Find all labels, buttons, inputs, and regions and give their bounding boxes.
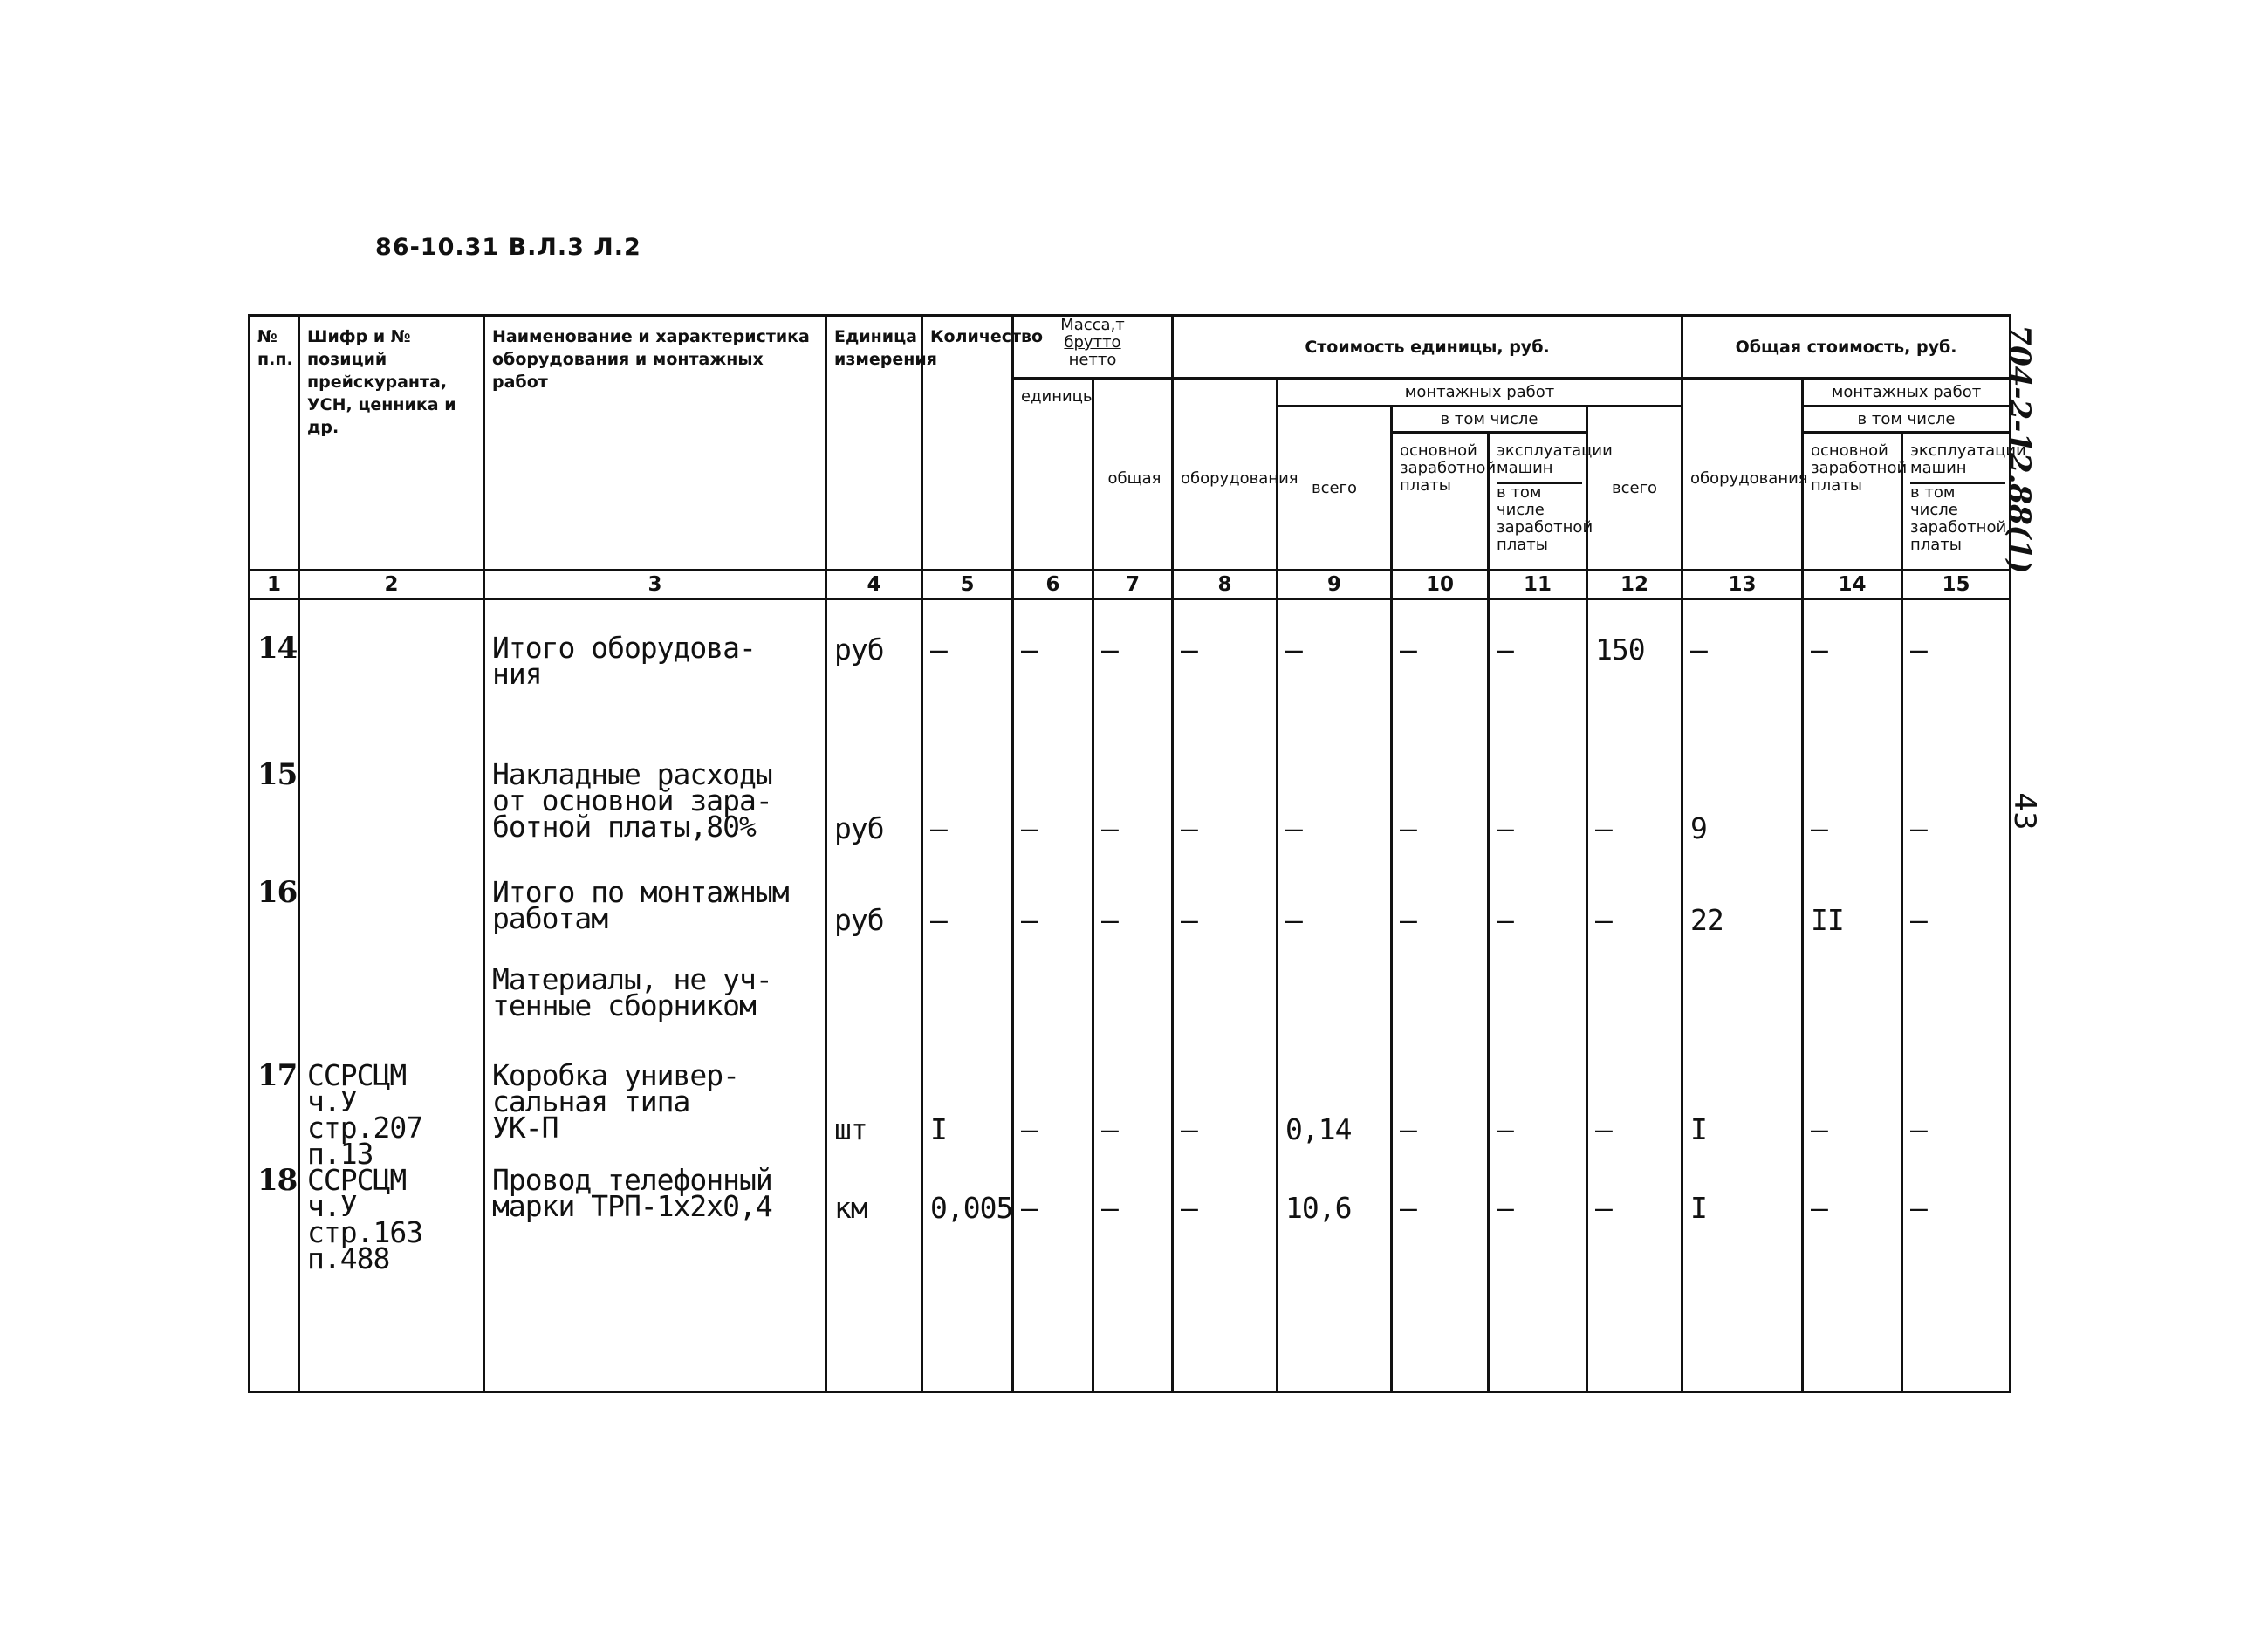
cell-text: – [1181,903,1197,937]
header-total-equipment: оборудования [1682,379,1803,571]
cell-text: – [1021,1191,1038,1225]
body-col-2 [299,599,484,1392]
cell-text: – [1285,903,1302,937]
page-number-text: 43 [2007,792,2042,831]
header-name: Наименование и характеристика оборудования и монтажных работ [484,316,826,571]
cell-text: – [1811,633,1827,667]
cell-text: – [1181,633,1197,667]
cell-text: ССРСЦМ [307,1058,407,1092]
cell-text: – [1400,633,1416,667]
column-number: 11 [1489,571,1587,599]
body-col-13 [1682,599,1803,1392]
cell-text: – [1101,811,1118,845]
cell-text: – [930,633,947,667]
cell-text: марки ТРП-1х2х0,4 [492,1189,772,1223]
column-number: 9 [1278,571,1392,599]
cell-text: сальная типа [492,1084,690,1118]
side-code-text: 704-2-12.88(1) [2002,325,2037,574]
cell-text: – [1021,1112,1038,1146]
cell-text: – [1181,811,1197,845]
body-col-7 [1093,599,1173,1392]
cell-text: – [1285,633,1302,667]
header-mass-total: общая [1093,379,1173,571]
header-unit: Единица измерения [826,316,922,571]
cell-text: I [1690,1112,1707,1146]
header-total-all: всего [1587,407,1682,571]
document-code: 86-10.31 В.Л.3 Л.2 [375,234,641,261]
cell-text: Накладные расходы [492,757,772,791]
cell-text: – [1101,903,1118,937]
cell-text: п.488 [307,1241,390,1275]
header-mass-unit: единицы [1013,379,1093,571]
cell-text: 0,005 [930,1191,1013,1225]
cell-text: км [834,1191,867,1225]
header-mass-brutto: брутто [1064,333,1121,352]
header-num: № п.п. [250,316,299,571]
cell-text: – [1595,903,1612,937]
page-number [2007,790,2042,833]
body-col-12 [1587,599,1682,1392]
cell-text: – [1910,1112,1927,1146]
body-col-5 [922,599,1013,1392]
table-body [250,599,2011,1392]
cell-text: – [1021,633,1038,667]
cell-text: п.13 [307,1137,373,1171]
header-unit-mount: монтажных работ [1278,379,1682,407]
column-number: 8 [1173,571,1278,599]
header-code: Шифр и № позиций прейскуранта, УСН, ценника и др. [299,316,484,571]
cell-text: – [1595,1112,1612,1146]
cell-text: 18 [257,1163,298,1198]
cell-text: – [930,811,947,845]
cell-text: 9 [1690,811,1707,845]
body-col-10 [1392,599,1489,1392]
body-col-9 [1278,599,1392,1392]
cell-text: руб [834,633,884,667]
header-quantity: Количество [922,316,1013,571]
cell-text: – [1910,1191,1927,1225]
cell-text: – [1101,1191,1118,1225]
column-number: 7 [1093,571,1173,599]
cell-text: – [1910,633,1927,667]
cell-text: – [1101,1112,1118,1146]
header-unit-machines-salary: в том числе заработной платы [1497,483,1593,554]
cell-text: ния [492,657,542,691]
cell-text: – [1101,633,1118,667]
cell-text: стр.207 [307,1111,423,1145]
column-number: 4 [826,571,922,599]
body-col-6 [1013,599,1093,1392]
column-number: 1 [250,571,299,599]
cell-text: Провод телефонный [492,1163,772,1197]
cell-text: – [1595,1191,1612,1225]
header-total-including: в том числе [1803,407,2011,433]
cell-text: – [1285,811,1302,845]
cell-text: Итого оборудова- [492,631,756,665]
cell-text: I [930,1112,947,1146]
header-unit-machines [1489,433,1613,571]
cell-text: I [1690,1191,1707,1225]
header-unit-all: всего [1278,407,1392,571]
cell-text: стр.163 [307,1215,423,1249]
cell-text: руб [834,811,884,845]
cell-text: – [1811,1112,1827,1146]
column-number: 3 [484,571,826,599]
header-total-machines-label: эксплуатации машин [1910,441,2026,477]
cell-text: ботной платы,80% [492,810,756,844]
cell-text: – [1690,633,1707,667]
cell-text: – [1021,903,1038,937]
cell-text: – [1497,633,1513,667]
cell-text: – [1910,903,1927,937]
cell-text: – [1181,1191,1197,1225]
cell-text: 17 [257,1058,298,1093]
cell-text: 16 [257,875,298,910]
cell-text: работам [492,901,608,935]
cell-text: руб [834,903,884,937]
body-col-1 [250,599,299,1392]
cell-text: ч.У [307,1084,357,1118]
header-total-cost: Общая стоимость, руб. [1682,316,2011,379]
cell-text: – [1400,1191,1416,1225]
cell-text: Материалы, не уч- [492,962,772,996]
cell-text: шт [834,1112,867,1146]
header-unit-including: в том числе [1392,407,1587,433]
header-mass-title: Масса,т [1060,316,1125,334]
cell-text: 15 [257,757,298,792]
cell-text: Коробка универ- [492,1058,740,1092]
cell-text: – [930,903,947,937]
cell-text: ССРСЦМ [307,1163,407,1197]
column-number: 14 [1803,571,1902,599]
cell-text: – [1595,811,1612,845]
header-mass-netto: нетто [1068,351,1117,369]
body-col-14 [1803,599,1902,1392]
cell-text: – [1400,903,1416,937]
column-number: 10 [1392,571,1489,599]
header-unit-cost: Стоимость единицы, руб. [1173,316,1682,379]
cell-text: УК-П [492,1111,558,1145]
cell-text: тенные сборником [492,988,756,1022]
column-number: 6 [1013,571,1093,599]
column-number-row [250,571,2011,599]
cell-text: – [1497,1191,1513,1225]
cell-text: – [1400,1112,1416,1146]
column-number: 13 [1682,571,1803,599]
cell-text: – [1497,903,1513,937]
column-number: 2 [299,571,484,599]
body-col-4 [826,599,922,1392]
column-number: 15 [1902,571,2011,599]
cell-text: 22 [1690,903,1723,937]
body-col-8 [1173,599,1278,1392]
cell-text: 14 [257,631,298,666]
body-col-3 [484,599,826,1392]
body-col-11 [1489,599,1587,1392]
body-col-15 [1902,599,2011,1392]
header-total-mount: монтажных работ [1803,379,2011,407]
cell-text: – [1910,811,1927,845]
cell-text: 10,6 [1285,1191,1352,1225]
column-number: 5 [922,571,1013,599]
cell-text: от основной зара- [492,783,772,817]
cell-text: Итого по монтажным [492,875,789,909]
cell-text: – [1811,1191,1827,1225]
cell-text: – [1181,1112,1197,1146]
cell-text: – [1811,811,1827,845]
cell-text: 150 [1595,633,1645,667]
header-mass [1013,316,1173,379]
header-total-machines [1902,433,2026,571]
cell-text: ч.У [307,1189,357,1223]
header-total-machines-salary: в том числе заработной платы [1910,483,2007,554]
header-unit-equipment: оборудования [1173,379,1278,571]
header-total-salary: основной заработной платы [1803,433,1902,571]
header-unit-salary: основной заработной платы [1392,433,1489,571]
cell-text: – [1497,811,1513,845]
cell-text: II [1811,903,1844,937]
header-unit-machines-label: эксплуатации машин [1497,441,1613,477]
cell-text: 0,14 [1285,1112,1352,1146]
cell-text: – [1400,811,1416,845]
cell-text: – [1497,1112,1513,1146]
cell-text: – [1021,811,1038,845]
column-number: 12 [1587,571,1682,599]
